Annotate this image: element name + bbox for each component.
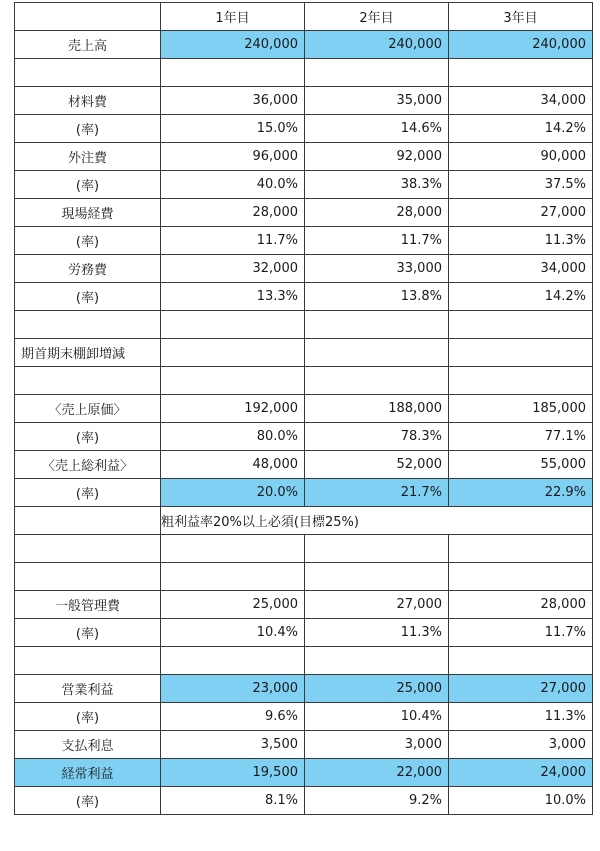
value-cell-year-3: 22.9% (449, 479, 593, 507)
row-label: 労務費 (15, 255, 161, 283)
table-row (15, 479, 593, 507)
row-label: 〈売上原価〉 (15, 395, 161, 423)
value-cell-year-3: 3,000 (449, 731, 593, 759)
value-cell-year-3: 55,000 (449, 451, 593, 479)
value-cell-year-2: 240,000 (305, 31, 449, 59)
value-cell-year-1: 11.7% (161, 227, 305, 255)
table-row (15, 451, 593, 479)
value-cell-year-1: 25,000 (161, 591, 305, 619)
value-cell-year-1: 10.4% (161, 619, 305, 647)
value-cell-year-1: 240,000 (161, 31, 305, 59)
table-row (15, 339, 593, 367)
value-cell-year-1: 9.6% (161, 703, 305, 731)
value-cell-year-3: 14.2% (449, 115, 593, 143)
value-cell-year-3: 90,000 (449, 143, 593, 171)
value-cell-year-2: 25,000 (305, 675, 449, 703)
value-cell-year-3: 11.7% (449, 619, 593, 647)
value-cell-year-2 (305, 59, 449, 87)
header-year-2: 2年目 (305, 3, 449, 31)
value-cell-year-2 (305, 311, 449, 339)
value-cell-year-1: 13.3% (161, 283, 305, 311)
value-cell-year-3: 11.3% (449, 703, 593, 731)
row-label: (率) (15, 171, 161, 199)
value-cell-year-1: 32,000 (161, 255, 305, 283)
row-label: 外注費 (15, 143, 161, 171)
table-row (15, 143, 593, 171)
value-cell-year-2 (305, 647, 449, 675)
value-cell-year-1 (161, 339, 305, 367)
value-cell-year-1 (161, 647, 305, 675)
value-cell-year-2 (305, 339, 449, 367)
table-row (15, 87, 593, 115)
table-row (15, 283, 593, 311)
value-cell-year-3 (449, 563, 593, 591)
row-label: 現場経費 (15, 199, 161, 227)
value-cell-year-1: 28,000 (161, 199, 305, 227)
table-row (15, 787, 593, 815)
value-cell-year-3: 37.5% (449, 171, 593, 199)
table-body (15, 3, 593, 815)
table-row (15, 507, 593, 535)
value-cell-year-1: 40.0% (161, 171, 305, 199)
value-cell-year-2 (305, 563, 449, 591)
value-cell-year-2: 35,000 (305, 87, 449, 115)
table-row (15, 227, 593, 255)
value-cell-year-1 (161, 311, 305, 339)
value-cell-year-2: 38.3% (305, 171, 449, 199)
row-label (15, 563, 161, 591)
value-cell-year-3 (449, 339, 593, 367)
value-cell-year-1: 36,000 (161, 87, 305, 115)
table-row (15, 759, 593, 787)
row-label: (率) (15, 703, 161, 731)
value-cell-year-2: 10.4% (305, 703, 449, 731)
value-cell-year-3: 185,000 (449, 395, 593, 423)
value-cell-year-1: 3,500 (161, 731, 305, 759)
row-label: 支払利息 (15, 731, 161, 759)
value-cell-year-3: 34,000 (449, 87, 593, 115)
gross-margin-note: 粗利益率20%以上必須(目標25%) (161, 507, 593, 535)
row-label: (率) (15, 115, 161, 143)
value-cell-year-3: 24,000 (449, 759, 593, 787)
row-label: 〈売上総利益〉 (15, 451, 161, 479)
value-cell-year-2: 14.6% (305, 115, 449, 143)
table-row (15, 395, 593, 423)
value-cell-year-3: 28,000 (449, 591, 593, 619)
value-cell-year-3 (449, 535, 593, 563)
row-label: 一般管理費 (15, 591, 161, 619)
value-cell-year-1: 23,000 (161, 675, 305, 703)
value-cell-year-3 (449, 647, 593, 675)
row-label: 営業利益 (15, 675, 161, 703)
row-label (15, 59, 161, 87)
value-cell-year-3: 27,000 (449, 199, 593, 227)
table-row (15, 535, 593, 563)
table-row (15, 255, 593, 283)
value-cell-year-3 (449, 311, 593, 339)
row-label: 売上高 (15, 31, 161, 59)
value-cell-year-3: 34,000 (449, 255, 593, 283)
value-cell-year-1: 20.0% (161, 479, 305, 507)
table-row (15, 115, 593, 143)
header-corner-cell (15, 3, 161, 31)
value-cell-year-2: 9.2% (305, 787, 449, 815)
value-cell-year-2 (305, 367, 449, 395)
table-row (15, 171, 593, 199)
value-cell-year-2: 52,000 (305, 451, 449, 479)
value-cell-year-1 (161, 367, 305, 395)
value-cell-year-2: 13.8% (305, 283, 449, 311)
value-cell-year-3: 10.0% (449, 787, 593, 815)
row-label (15, 367, 161, 395)
value-cell-year-3: 11.3% (449, 227, 593, 255)
value-cell-year-2 (305, 535, 449, 563)
value-cell-year-1: 8.1% (161, 787, 305, 815)
table-row (15, 563, 593, 591)
value-cell-year-2: 22,000 (305, 759, 449, 787)
value-cell-year-2: 33,000 (305, 255, 449, 283)
table-row (15, 703, 593, 731)
row-label (15, 507, 161, 535)
value-cell-year-3 (449, 59, 593, 87)
row-label (15, 647, 161, 675)
table-row (15, 311, 593, 339)
value-cell-year-3 (449, 367, 593, 395)
table-row (15, 199, 593, 227)
table-row (15, 619, 593, 647)
table-row (15, 31, 593, 59)
row-label: 経常利益 (15, 759, 161, 787)
value-cell-year-1 (161, 535, 305, 563)
value-cell-year-1: 15.0% (161, 115, 305, 143)
table-row (15, 591, 593, 619)
value-cell-year-2: 11.7% (305, 227, 449, 255)
value-cell-year-2: 92,000 (305, 143, 449, 171)
table-row (15, 647, 593, 675)
table-row (15, 423, 593, 451)
row-label (15, 535, 161, 563)
value-cell-year-3: 77.1% (449, 423, 593, 451)
value-cell-year-1: 192,000 (161, 395, 305, 423)
value-cell-year-1 (161, 563, 305, 591)
row-label: (率) (15, 423, 161, 451)
table-row (15, 59, 593, 87)
row-label: (率) (15, 619, 161, 647)
value-cell-year-2: 188,000 (305, 395, 449, 423)
row-label: 材料費 (15, 87, 161, 115)
value-cell-year-1: 96,000 (161, 143, 305, 171)
value-cell-year-3: 14.2% (449, 283, 593, 311)
value-cell-year-2: 27,000 (305, 591, 449, 619)
value-cell-year-1: 80.0% (161, 423, 305, 451)
row-label: 期首期末棚卸増減 (15, 339, 161, 367)
value-cell-year-1: 19,500 (161, 759, 305, 787)
row-label: (率) (15, 227, 161, 255)
header-row (15, 3, 593, 31)
row-label (15, 311, 161, 339)
table-row (15, 731, 593, 759)
value-cell-year-1: 48,000 (161, 451, 305, 479)
table-row (15, 675, 593, 703)
value-cell-year-3: 27,000 (449, 675, 593, 703)
header-year-1: 1年目 (161, 3, 305, 31)
value-cell-year-2: 78.3% (305, 423, 449, 451)
row-label: (率) (15, 787, 161, 815)
table-row (15, 367, 593, 395)
value-cell-year-2: 11.3% (305, 619, 449, 647)
header-year-3: 3年目 (449, 3, 593, 31)
value-cell-year-3: 240,000 (449, 31, 593, 59)
value-cell-year-2: 28,000 (305, 199, 449, 227)
value-cell-year-2: 21.7% (305, 479, 449, 507)
value-cell-year-1 (161, 59, 305, 87)
row-label: (率) (15, 479, 161, 507)
row-label: (率) (15, 283, 161, 311)
profit-plan-table (14, 2, 593, 815)
value-cell-year-2: 3,000 (305, 731, 449, 759)
